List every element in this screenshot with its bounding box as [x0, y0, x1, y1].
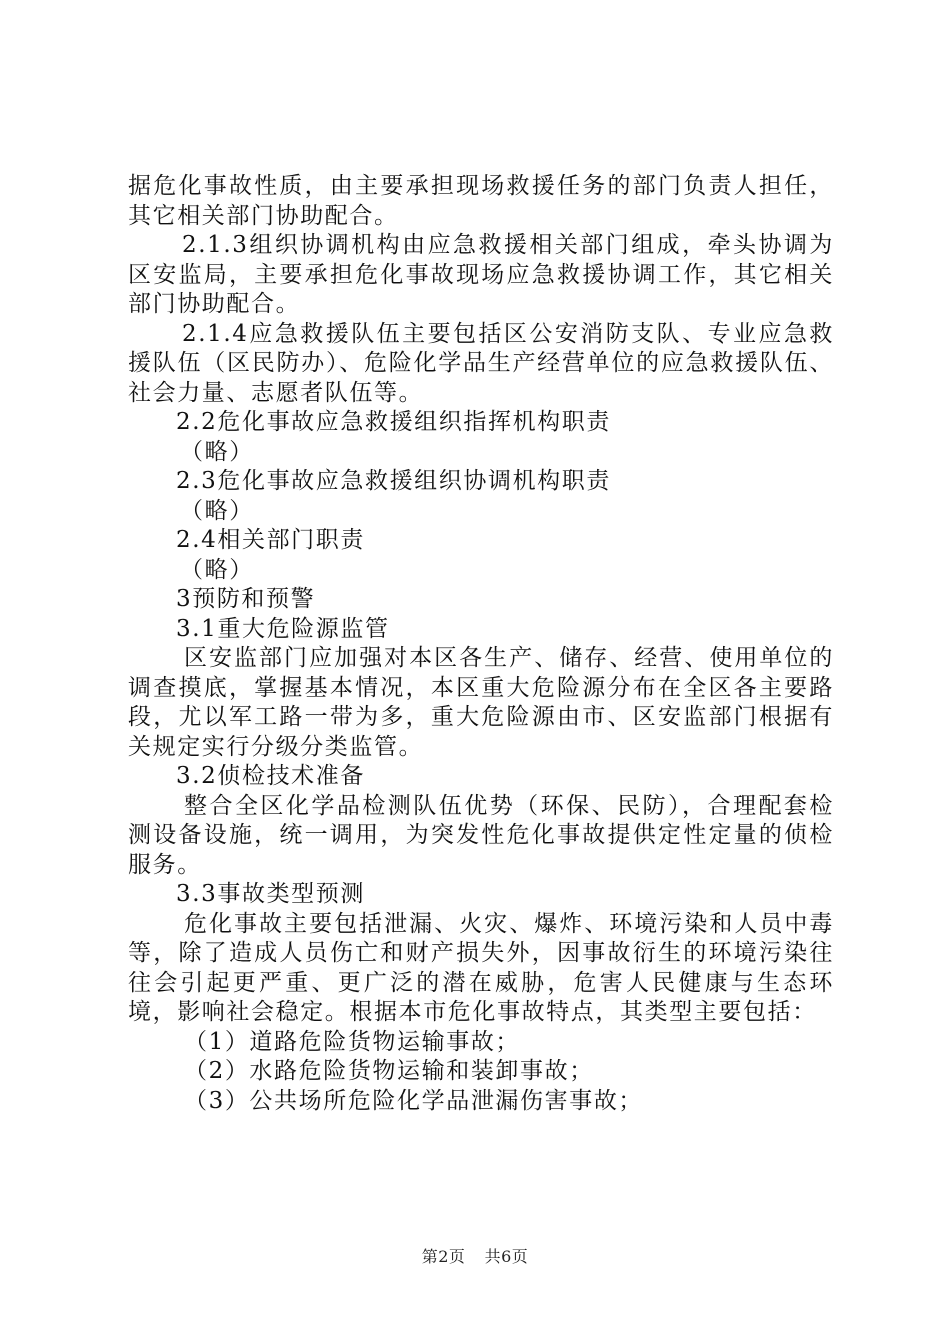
paragraph: 2.1.4应急救援队伍主要包括区公安消防支队、专业应急救援队伍（区民防办）、危险化学品生产经营单位的应急救援队伍、社会力量、志愿者队伍等。 — [128, 320, 834, 406]
paragraph: （略） — [180, 438, 254, 465]
paragraph: 2.2危化事故应急救援组织指挥机构职责 — [176, 409, 611, 435]
paragraph: 2.1.3组织协调机构由应急救援相关部门组成，牵头协调为区安监局，主要承担危化事故现场应急救援协调工作，其它相关部门协助配合。 — [128, 232, 834, 317]
paragraph: （略） — [180, 556, 254, 583]
paragraph: 3.3事故类型预测 — [176, 881, 365, 907]
paragraph: 2.3危化事故应急救援组织协调机构职责 — [176, 468, 611, 494]
paragraph: 危化事故主要包括泄漏、火灾、爆炸、环境污染和人员中毒等，除了造成人员伤亡和财产损失外，因事故衍生的环境污染往往会引起更严重、更广泛的潜在威胁，危害人民健康与生态环境，影响社会稳定。根据本市危化事故特点，其类型主要包括： — [128, 910, 834, 1025]
page-number: 第2页 — [421, 1247, 466, 1266]
document-body — [128, 172, 834, 1116]
paragraph: 区安监部门应加强对本区各生产、储存、经营、使用单位的调查摸底，掌握基本情况，本区重大危险源分布在全区各主要路段，尤以军工路一带为多，重大危险源由市、区安监部门根据有关规定实行分级分类监管。 — [128, 645, 834, 760]
paragraph: 3.2侦检技术准备 — [176, 763, 365, 789]
paragraph: 3预防和预警 — [176, 586, 316, 612]
paragraph: （3）公共场所危险化学品泄漏伤害事故； — [184, 1087, 644, 1114]
page-total: 共6页 — [484, 1247, 529, 1266]
paragraph: 据危化事故性质，由主要承担现场救援任务的部门负责人担任，其它相关部门协助配合。 — [128, 173, 834, 229]
paragraph: 3.1重大危险源监管 — [176, 615, 390, 642]
paragraph: 整合全区化学品检测队伍优势（环保、民防），合理配套检测设备设施，统一调用，为突发性危化事故提供定性定量的侦检服务。 — [128, 792, 834, 878]
page-footer — [0, 1244, 950, 1267]
paragraph: 2.4相关部门职责 — [176, 527, 365, 553]
paragraph: （1）道路危险货物运输事故； — [184, 1028, 521, 1055]
paragraph: （略） — [180, 497, 254, 524]
paragraph: （2）水路危险货物运输和装卸事故； — [184, 1058, 594, 1084]
